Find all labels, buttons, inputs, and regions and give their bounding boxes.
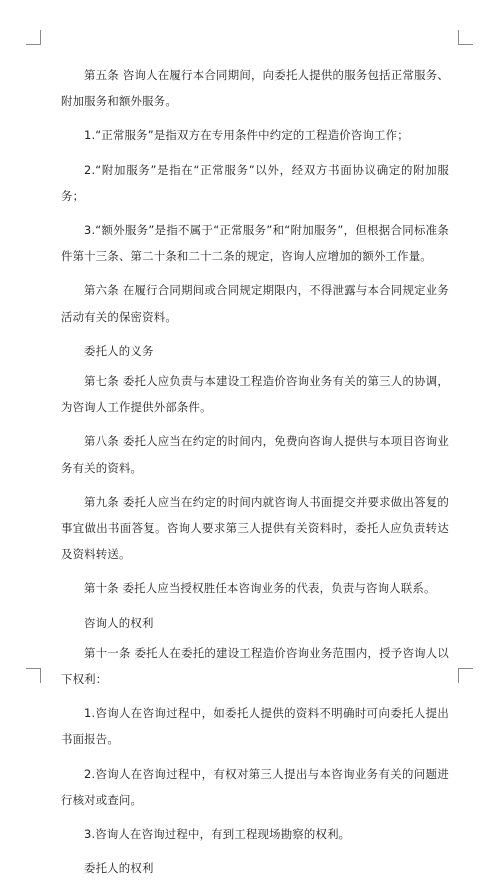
crop-mark-top-right	[458, 30, 473, 45]
crop-mark-bottom-right	[458, 668, 473, 683]
article-5-item-2: 2.“附加服务”是指在“正常服务”以外，经双方书面协议确定的附加服务；	[61, 162, 449, 203]
article-7: 第七条 委托人应负责与本建设工程造价咨询业务有关的第三人的协调，为咨询人工作提供外部条件。	[61, 374, 449, 415]
article-5: 第五条 咨询人在履行本合同期间，向委托人提供的服务包括正常服务、附加服务和额外服务。	[61, 68, 449, 109]
article-11: 第十一条 委托人在委托的建设工程造价咨询业务范围内，授予咨询人以下权利：	[61, 645, 449, 687]
article-9: 第九条 委托人应当在约定的时间内就咨询人书面提交并要求做出答复的事宜做出书面答复。咨询人要求第三人提供有关资料时，委托人应负责转达及资料转送。	[61, 494, 449, 562]
article-11-item-2: 2.咨询人在咨询过程中，有权对第三人提出与本咨询业务有关的问题进行核对或查问。	[61, 766, 449, 807]
article-11-item-1: 1.咨询人在咨询过程中，如委托人提供的资料不明确时可向委托人提出书面报告。	[61, 706, 449, 747]
section-heading-consultant-rights: 咨询人的权利	[84, 615, 154, 630]
article-8: 第八条 委托人应当在约定的时间内，免费向咨询人提供与本项目咨询业务有关的资料。	[61, 434, 449, 475]
article-10: 第十条 委托人应当授权胜任本咨询业务的代表，负责与咨询人联系。	[84, 581, 436, 596]
section-heading-client-rights: 委托人的权利	[84, 861, 154, 876]
article-5-item-1: 1.“正常服务”是指双方在专用条件中约定的工程造价咨询工作；	[84, 128, 409, 143]
article-11-item-3: 3.咨询人在咨询过程中，有到工程现场勘察的权利。	[84, 827, 351, 842]
section-heading-client-duties: 委托人的义务	[84, 343, 154, 358]
crop-mark-bottom-left	[26, 668, 41, 683]
document-body	[61, 62, 449, 885]
crop-mark-top-left	[26, 30, 41, 45]
article-6: 第六条 在履行合同期间或合同规定期限内，不得泄露与本合同规定业务活动有关的保密资料。	[61, 283, 449, 324]
article-5-item-3: 3.“额外服务”是指不属于“正常服务”和“附加服务”，但根据合同标准条件第十三条、第二十条和二十二条的规定，咨询人应增加的额外工作量。	[61, 223, 449, 264]
